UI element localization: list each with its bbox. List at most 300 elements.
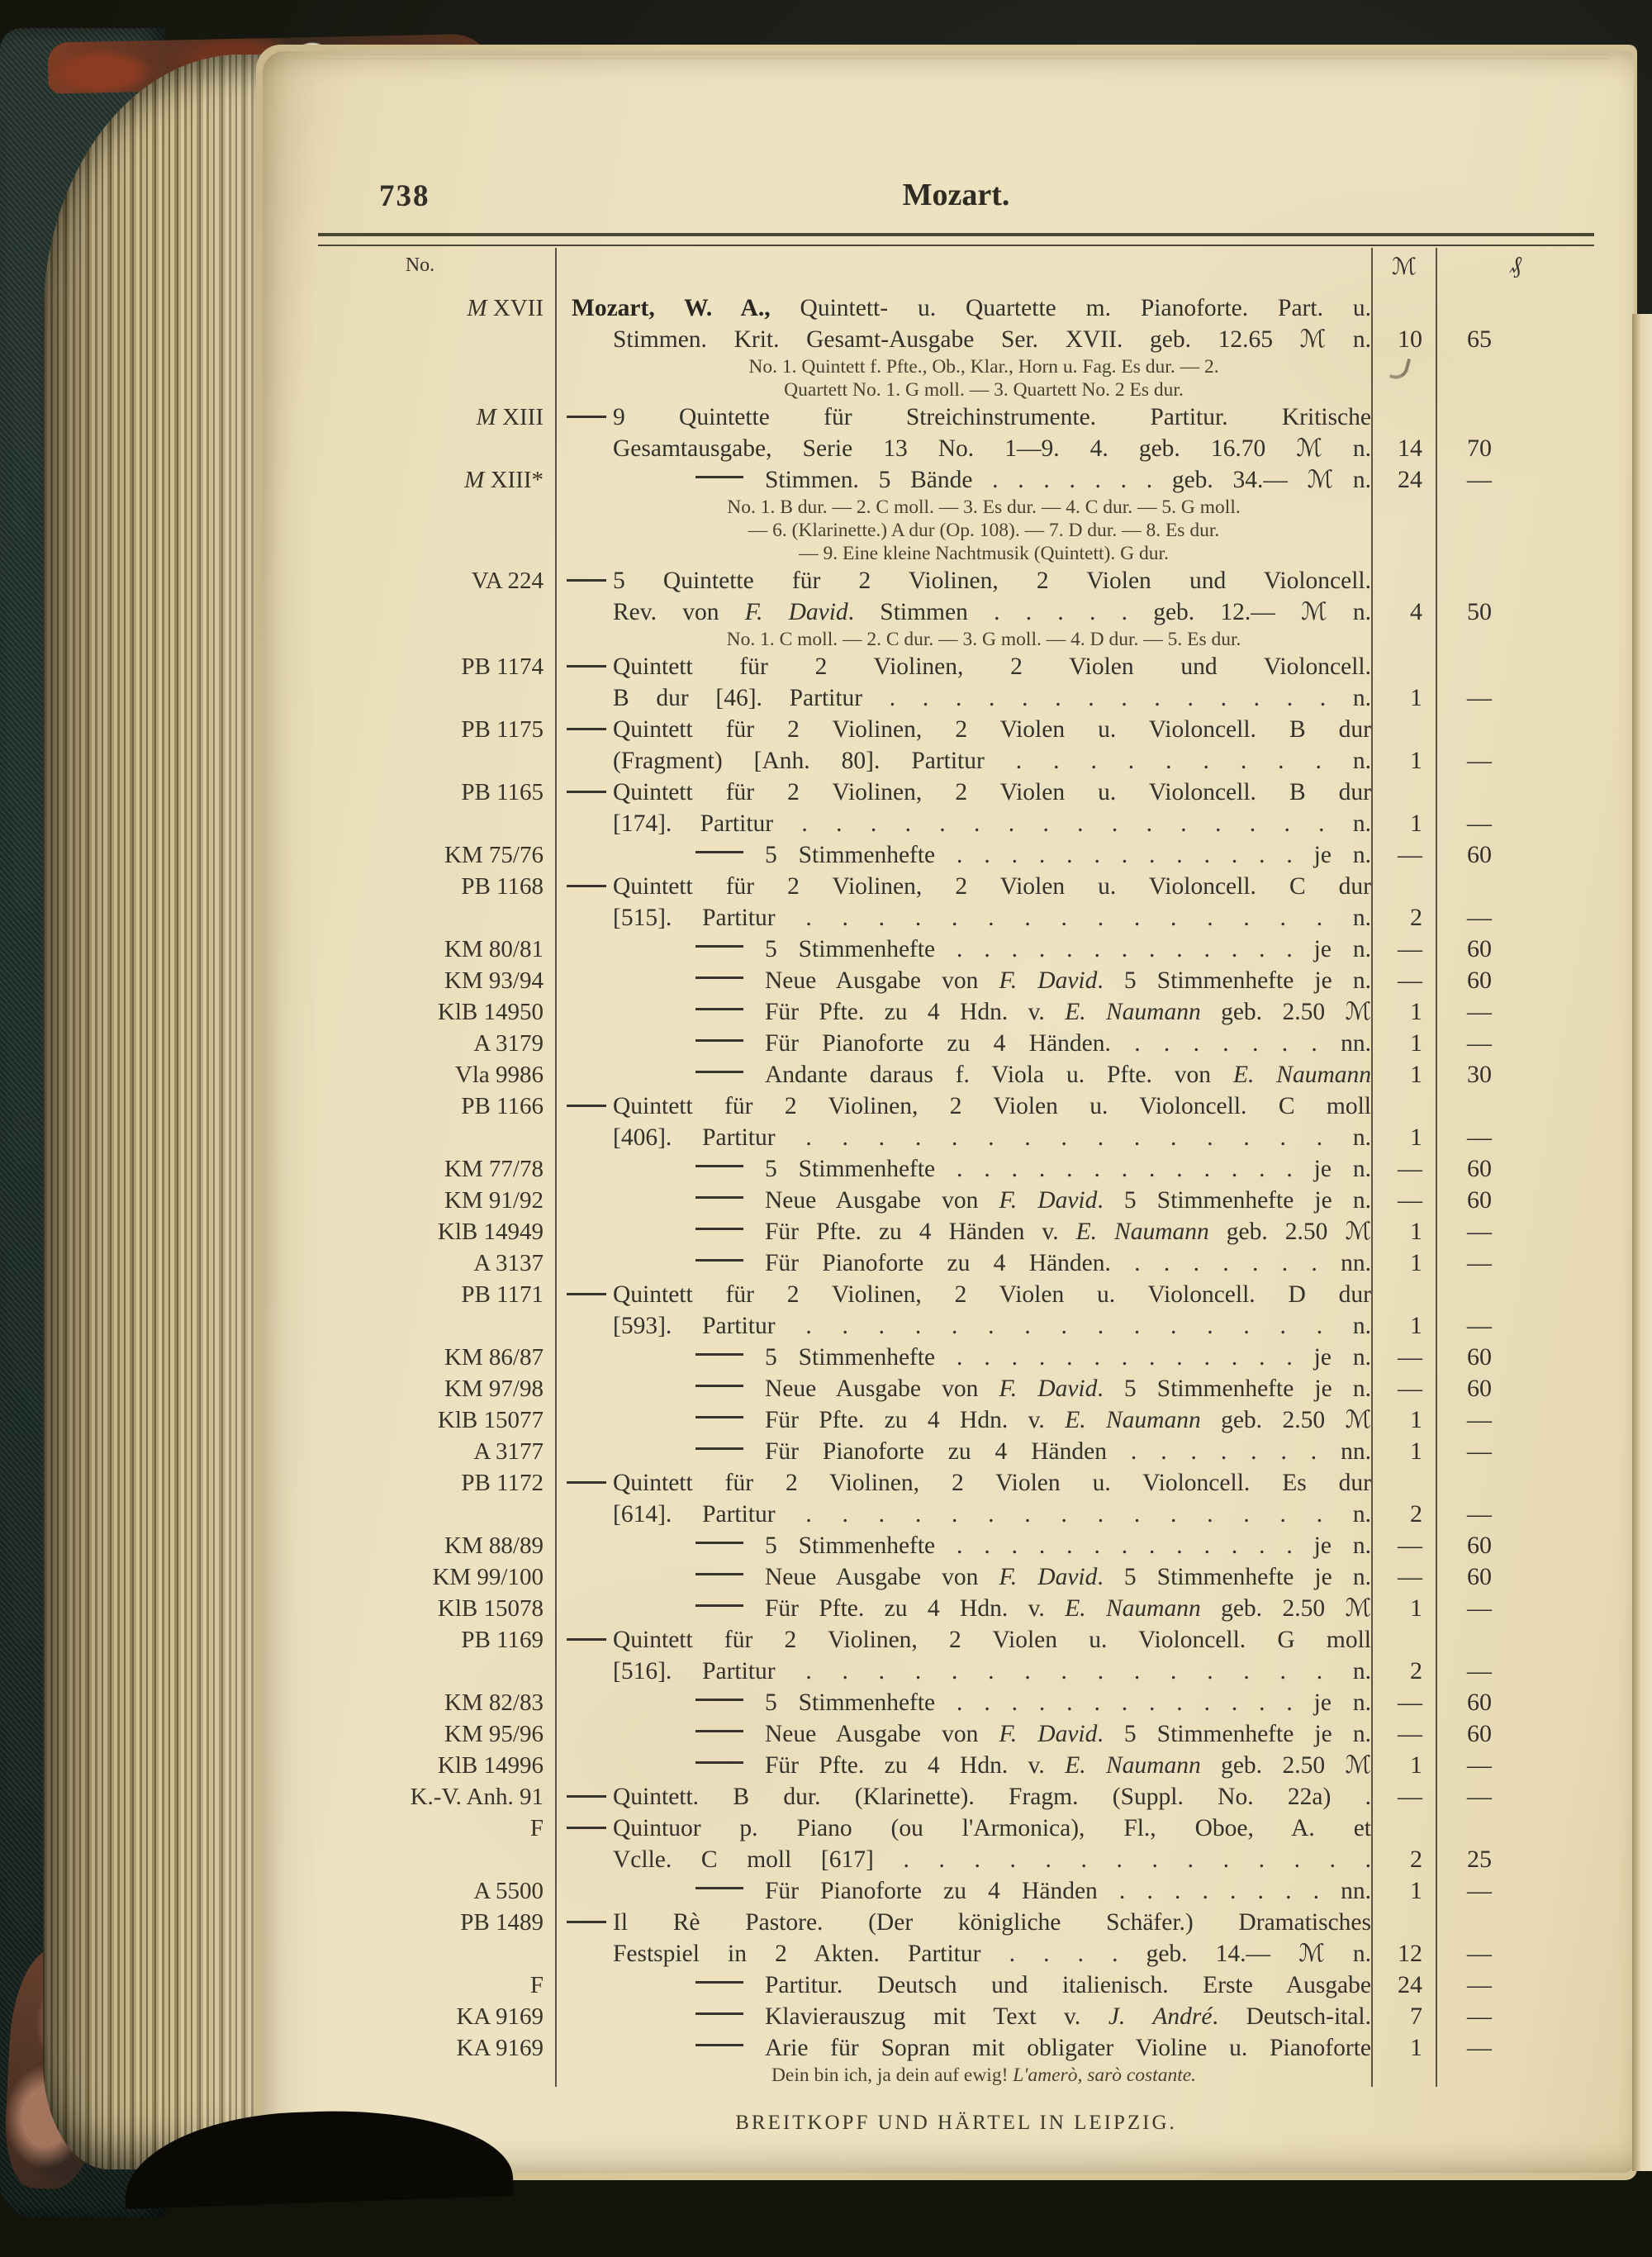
price-pfennig <box>1436 1185 1594 1216</box>
price-value: — <box>1467 904 1492 931</box>
price-mark <box>1371 1404 1436 1436</box>
entry-line: 5 Stimmenhefte . . . . . . . . . . . . . je n. <box>613 1530 1371 1561</box>
price-mark <box>1371 1593 1436 1624</box>
entry-description <box>555 1561 1371 1593</box>
entry-line: Für Pianoforte zu 4 Händen. . . . . . . . nn. <box>613 1247 1371 1279</box>
price-mark <box>1371 1185 1436 1216</box>
entry-line: (Fragment) [Anh. 80]. Partitur . . . . . . . . . n. <box>613 748 1371 774</box>
ditto-mark <box>695 1228 743 1230</box>
row-number: KA 9169 <box>456 2035 544 2061</box>
price-pfennig <box>1436 1342 1594 1373</box>
entry-description <box>555 996 1371 1028</box>
row-number: M XIII* <box>464 467 544 493</box>
entry-line: Klavierauszug mit Text v. J. André. Deutsch-ital. <box>613 2001 1371 2032</box>
page-edges <box>43 55 269 2169</box>
entry-line: Stimmen. Krit. Gesamt-Ausgabe Ser. XVII. geb. 12.65 ℳ n. <box>613 326 1371 353</box>
price-value: 2 <box>1410 1500 1422 1528</box>
price-pfennig <box>1436 965 1594 996</box>
price-pfennig <box>1436 2032 1594 2087</box>
column-header-no: No. <box>405 254 435 276</box>
entry-description <box>555 871 1371 934</box>
entry-description <box>555 934 1371 965</box>
price-pfennig <box>1436 1436 1594 1467</box>
price-pfennig <box>1436 1781 1594 1813</box>
ditto-mark <box>695 1761 743 1764</box>
ditto-mark <box>695 1385 743 1387</box>
row-number: F <box>529 1815 544 1841</box>
entry-line: Quintuor p. Piano (ou l'Armonica), Fl., Oboe, A. et <box>613 1815 1371 1841</box>
entry-description <box>555 1718 1371 1750</box>
row-number: PB 1172 <box>461 1470 544 1496</box>
price-mark <box>1371 1059 1436 1090</box>
column-header-mark: ℳ <box>1371 248 1436 292</box>
price-mark <box>1371 1907 1436 1970</box>
price-value: 50 <box>1467 598 1492 625</box>
ditto-mark <box>695 1981 743 1984</box>
price-mark <box>1371 777 1436 839</box>
price-pfennig <box>1436 1090 1594 1153</box>
price-pfennig <box>1436 1813 1594 1875</box>
price-pfennig <box>1436 1467 1594 1530</box>
ditto-mark <box>695 476 743 478</box>
price-pfennig <box>1436 1624 1594 1687</box>
page-number: 738 <box>379 179 430 213</box>
price-value: 60 <box>1467 1186 1492 1214</box>
price-mark <box>1371 1718 1436 1750</box>
entry-line: Quintett für 2 Violinen, 2 Violen u. Violoncell. B dur <box>613 779 1371 805</box>
price-mark <box>1371 1279 1436 1342</box>
ditto-mark <box>695 1353 743 1356</box>
price-value: 1 <box>1410 1312 1422 1339</box>
entry-line: [516]. Partitur . . . . . . . . . . . . . . . n. <box>613 1658 1371 1684</box>
ditto-mark <box>695 1165 743 1167</box>
price-value: — <box>1398 1155 1422 1182</box>
entry-line: Rev. von F. David. Stimmen . . . . . geb. 12.— ℳ n. <box>613 599 1371 625</box>
price-mark <box>1371 402 1436 464</box>
ditto-mark <box>567 579 606 582</box>
price-value: — <box>1467 1124 1492 1151</box>
price-pfennig <box>1436 651 1594 714</box>
price-value: 1 <box>1410 1406 1422 1433</box>
entry-description <box>555 2032 1371 2087</box>
ditto-mark <box>695 1573 743 1575</box>
price-mark <box>1371 651 1436 714</box>
price-pfennig <box>1436 714 1594 777</box>
price-value: — <box>1467 1437 1492 1465</box>
price-value: 60 <box>1467 841 1492 868</box>
entry-line: Für Pfte. zu 4 Händen v. E. Naumann geb. 2.50 ℳ <box>613 1216 1371 1247</box>
entry-line: Vclle. C moll [617] . . . . . . . . . . . . . . <box>613 1846 1371 1873</box>
price-value: — <box>1467 1500 1492 1528</box>
entry-line: 5 Stimmenhefte . . . . . . . . . . . . . je n. <box>613 934 1371 965</box>
row-number: F <box>529 1972 544 1998</box>
book-page <box>263 51 1634 2173</box>
price-value: — <box>1467 466 1492 493</box>
price-pfennig <box>1436 1970 1594 2001</box>
row-number: KA 9169 <box>456 2003 544 2030</box>
entry-line: Neue Ausgabe von F. David. 5 Stimmenhefte je n. <box>613 1561 1371 1593</box>
price-value: — <box>1467 1751 1492 1779</box>
price-mark <box>1371 1467 1436 1530</box>
entry-description <box>555 1059 1371 1090</box>
price-value: — <box>1467 1249 1492 1276</box>
row-number: KlB 15077 <box>437 1407 544 1433</box>
price-mark <box>1371 1813 1436 1875</box>
row-number: KlB 14949 <box>437 1219 544 1245</box>
entry-line: [174]. Partitur . . . . . . . . . . . . . . . . n. <box>613 810 1371 837</box>
price-mark <box>1371 292 1436 402</box>
price-value: — <box>1467 2034 1492 2061</box>
price-mark <box>1371 714 1436 777</box>
price-pfennig <box>1436 1561 1594 1593</box>
price-pfennig <box>1436 1718 1594 1750</box>
entry-line: 5 Stimmenhefte . . . . . . . . . . . . . je n. <box>613 1153 1371 1185</box>
entry-line: 9 Quintette für Streichinstrumente. Partitur. Kritische <box>613 404 1371 430</box>
entry-line: Quintett für 2 Violinen, 2 Violen u. Violoncell. B dur <box>613 716 1371 743</box>
ditto-mark <box>567 1795 606 1798</box>
entry-line: Für Pianoforte zu 4 Händen. . . . . . . . nn. <box>613 1028 1371 1059</box>
row-number: A 5500 <box>473 1878 544 1904</box>
price-mark <box>1371 1153 1436 1185</box>
ditto-mark <box>695 1887 743 1889</box>
entry-description <box>555 1404 1371 1436</box>
price-value: 60 <box>1467 1375 1492 1402</box>
price-mark <box>1371 1530 1436 1561</box>
entry-line: Für Pfte. zu 4 Hdn. v. E. Naumann geb. 2.50 ℳ <box>613 1593 1371 1624</box>
entry-line: Neue Ausgabe von F. David. 5 Stimmenhefte je n. <box>613 1373 1371 1404</box>
price-mark <box>1371 1750 1436 1781</box>
price-pfennig <box>1436 402 1594 464</box>
price-value: 24 <box>1398 1971 1422 1998</box>
row-number: PB 1171 <box>461 1281 544 1308</box>
price-mark <box>1371 1090 1436 1153</box>
price-pfennig <box>1436 565 1594 651</box>
price-value: — <box>1398 1563 1422 1590</box>
price-value: — <box>1398 1720 1422 1747</box>
entry-line: Gesamtausgabe, Serie 13 No. 1—9. 4. geb. 16.70 ℳ n. <box>613 435 1371 462</box>
row-number: VA 224 <box>471 568 544 594</box>
price-value: 1 <box>1410 998 1422 1025</box>
entry-description <box>555 1687 1371 1718</box>
ditto-mark <box>695 2012 743 2015</box>
price-pfennig <box>1436 1530 1594 1561</box>
entry-line: Quintett für 2 Violinen, 2 Violen u. Violoncell. Es dur <box>613 1470 1371 1496</box>
price-value: 1 <box>1410 1061 1422 1088</box>
price-pfennig <box>1436 1247 1594 1279</box>
price-mark <box>1371 1216 1436 1247</box>
row-number: A 3179 <box>473 1030 544 1057</box>
price-value: — <box>1398 1343 1422 1371</box>
entry-description <box>555 1216 1371 1247</box>
ditto-mark <box>695 1071 743 1073</box>
entry-line: Quintett für 2 Violinen, 2 Violen u. Violoncell. G moll <box>613 1627 1371 1653</box>
entry-line: [406]. Partitur . . . . . . . . . . . . . . . n. <box>613 1124 1371 1151</box>
entry-description <box>555 1436 1371 1467</box>
row-number: PB 1165 <box>461 779 544 805</box>
row-number: KM 80/81 <box>444 936 544 962</box>
price-mark <box>1371 1875 1436 1907</box>
price-mark <box>1371 871 1436 934</box>
price-mark <box>1371 1781 1436 1813</box>
ditto-mark <box>695 976 743 979</box>
price-mark <box>1371 1561 1436 1593</box>
price-pfennig <box>1436 1875 1594 1907</box>
ditto-mark <box>567 728 606 730</box>
row-number: A 3177 <box>473 1438 544 1465</box>
price-value: 1 <box>1410 1751 1422 1779</box>
ditto-mark <box>567 885 606 887</box>
price-value: 1 <box>1410 810 1422 837</box>
price-mark <box>1371 1970 1436 2001</box>
entry-line: Festspiel in 2 Akten. Partitur . . . . geb. 14.— ℳ n. <box>613 1941 1371 1967</box>
column-header-pfennig: ₰ <box>1436 248 1594 292</box>
price-value: — <box>1467 1783 1492 1810</box>
price-mark <box>1371 996 1436 1028</box>
price-mark <box>1371 2001 1436 2032</box>
ditto-mark <box>567 1921 606 1923</box>
ditto-mark <box>695 1416 743 1418</box>
row-number: PB 1166 <box>461 1093 544 1119</box>
entry-description <box>555 1279 1371 1342</box>
price-value: — <box>1467 1218 1492 1245</box>
price-mark <box>1371 1373 1436 1404</box>
row-number: PB 1169 <box>461 1627 544 1653</box>
price-value: 1 <box>1410 1437 1422 1465</box>
price-value: 60 <box>1467 1720 1492 1747</box>
price-value: — <box>1467 1312 1492 1339</box>
price-value: 70 <box>1467 435 1492 462</box>
ditto-mark <box>695 851 743 853</box>
price-value: — <box>1467 747 1492 774</box>
price-pfennig <box>1436 464 1594 565</box>
price-value: — <box>1398 841 1422 868</box>
entry-description <box>555 1467 1371 1530</box>
entry-line: Quintett für 2 Violinen, 2 Violen u. Violoncell. D dur <box>613 1281 1371 1308</box>
price-value: 65 <box>1467 325 1492 353</box>
page-title: Mozart. <box>902 178 1010 212</box>
price-pfennig <box>1436 2001 1594 2032</box>
price-value: — <box>1398 967 1422 994</box>
entry-description <box>555 1373 1371 1404</box>
entry-line: Für Pfte. zu 4 Hdn. v. E. Naumann geb. 2.50 ℳ <box>613 1750 1371 1781</box>
entry-description <box>555 1028 1371 1059</box>
row-number: KM 86/87 <box>444 1344 544 1371</box>
entry-description <box>555 777 1371 839</box>
entry-line: Partitur. Deutsch und italienisch. Erste Ausgabe <box>613 1970 1371 2001</box>
entry-description <box>555 292 1371 402</box>
price-value: 1 <box>1410 2034 1422 2061</box>
entry-description <box>555 1090 1371 1153</box>
row-number: KM 91/92 <box>444 1187 544 1214</box>
price-pfennig <box>1436 1750 1594 1781</box>
price-value: 25 <box>1467 1846 1492 1873</box>
price-pfennig <box>1436 1028 1594 1059</box>
ditto-mark <box>567 1827 606 1829</box>
entry-note: — 6. (Klarinette.) A dur (Op. 108). — 7. D dur. — 8. Es dur. <box>748 520 1220 541</box>
price-value: — <box>1467 684 1492 711</box>
entry-description <box>555 565 1371 651</box>
price-value: 60 <box>1467 967 1492 994</box>
ditto-mark <box>567 1638 606 1641</box>
entry-description <box>555 1185 1371 1216</box>
price-value: 1 <box>1410 747 1422 774</box>
price-mark <box>1371 1247 1436 1279</box>
price-mark <box>1371 1028 1436 1059</box>
row-number: Vla 9986 <box>454 1062 544 1088</box>
price-value: 60 <box>1467 935 1492 962</box>
ditto-mark <box>695 1604 743 1607</box>
page-edge-right <box>1632 314 1652 2171</box>
price-value: 1 <box>1410 1124 1422 1151</box>
price-value: — <box>1467 1971 1492 1998</box>
entry-line: Quintett für 2 Violinen, 2 Violen u. Violoncell. C moll <box>613 1093 1371 1119</box>
row-number: KM 75/76 <box>444 842 544 868</box>
page-content <box>318 172 1594 2135</box>
entry-line: [515]. Partitur . . . . . . . . . . . . . . . n. <box>613 905 1371 931</box>
price-value: — <box>1398 1186 1422 1214</box>
entry-line: Quintett für 2 Violinen, 2 Violen und Violoncell. <box>613 653 1371 680</box>
entry-note: No. 1. C moll. — 2. C dur. — 3. G moll. — 4. D dur. — 5. Es dur. <box>726 629 1241 650</box>
row-number: KM 93/94 <box>444 967 544 994</box>
row-number: M XIII <box>476 404 544 430</box>
price-value: 12 <box>1398 1940 1422 1967</box>
price-value: 2 <box>1410 904 1422 931</box>
entry-line: Mozart, W. A., Quintett- u. Quartette m. Pianoforte. Part. u. <box>572 295 1371 321</box>
entry-description <box>555 1750 1371 1781</box>
price-pfennig <box>1436 1153 1594 1185</box>
row-number: PB 1168 <box>461 873 544 900</box>
row-number: K.-V. Anh. 91 <box>410 1784 544 1810</box>
row-number: KM 88/89 <box>444 1532 544 1559</box>
publisher-footer: BREITKOPF UND HÄRTEL IN LEIPZIG. <box>735 2112 1177 2134</box>
entry-description <box>555 464 1371 565</box>
ditto-mark <box>695 1039 743 1042</box>
ditto-mark <box>695 1699 743 1701</box>
entry-description <box>555 1624 1371 1687</box>
ditto-mark <box>695 945 743 948</box>
price-pfennig <box>1436 1373 1594 1404</box>
entry-line: Neue Ausgabe von F. David. 5 Stimmenhefte je n. <box>613 1718 1371 1750</box>
price-value: 4 <box>1410 598 1422 625</box>
price-value: — <box>1398 1375 1422 1402</box>
price-pfennig <box>1436 777 1594 839</box>
price-value: 1 <box>1410 1594 1422 1622</box>
price-value: 2 <box>1410 1657 1422 1684</box>
price-value: — <box>1467 1940 1492 1967</box>
entry-description <box>555 1781 1371 1813</box>
row-number: PB 1174 <box>461 653 544 680</box>
ditto-mark <box>695 1730 743 1732</box>
price-value: — <box>1398 935 1422 962</box>
price-value: — <box>1398 1689 1422 1716</box>
price-pfennig <box>1436 1907 1594 1970</box>
ditto-mark <box>567 791 606 793</box>
entry-note: No. 1. B dur. — 2. C moll. — 3. Es dur. — 4. C dur. — 5. G moll. <box>727 497 1241 518</box>
entry-description <box>555 1813 1371 1875</box>
price-mark <box>1371 1687 1436 1718</box>
price-value: — <box>1467 998 1492 1025</box>
entry-line: 5 Quintette für 2 Violinen, 2 Violen und Violoncell. <box>613 568 1371 594</box>
price-value: 1 <box>1410 684 1422 711</box>
price-value: — <box>1398 1783 1422 1810</box>
entry-line: Andante daraus f. Viola u. Pfte. von E. Naumann <box>613 1059 1371 1090</box>
entry-line: 5 Stimmenhefte . . . . . . . . . . . . . je n. <box>613 839 1371 871</box>
entry-line: B dur [46]. Partitur . . . . . . . . . . . . . . n. <box>613 685 1371 711</box>
entry-line: Neue Ausgabe von F. David. 5 Stimmenhefte je n. <box>613 965 1371 996</box>
price-pfennig <box>1436 839 1594 871</box>
price-value: 14 <box>1398 435 1422 462</box>
price-value: — <box>1467 810 1492 837</box>
price-value: — <box>1467 1406 1492 1433</box>
price-pfennig <box>1436 1216 1594 1247</box>
price-mark <box>1371 2032 1436 2087</box>
price-value: — <box>1467 1877 1492 1904</box>
price-mark <box>1371 965 1436 996</box>
price-value: — <box>1398 1532 1422 1559</box>
page-head <box>318 172 1594 233</box>
price-pfennig <box>1436 1404 1594 1436</box>
entry-description <box>555 1247 1371 1279</box>
price-mark <box>1371 934 1436 965</box>
entry-line: Stimmen. 5 Bände . . . . . . . geb. 34.— ℳ n. <box>613 464 1371 496</box>
entry-description <box>555 1907 1371 1970</box>
row-number: PB 1175 <box>461 716 544 743</box>
entry-line: Für Pfte. zu 4 Hdn. v. E. Naumann geb. 2.50 ℳ <box>613 996 1371 1028</box>
entry-note: Dein bin ich, ja dein auf ewig! L'amerò, sarò costante. <box>771 2065 1197 2086</box>
price-value: — <box>1467 1657 1492 1684</box>
price-value: 10 <box>1398 325 1422 353</box>
price-value: 1 <box>1410 1249 1422 1276</box>
entry-note: Quartett No. 1. G moll. — 3. Quartett No. 2 Es dur. <box>784 379 1184 401</box>
price-pfennig <box>1436 1687 1594 1718</box>
entry-description <box>555 1342 1371 1373</box>
row-number: KlB 14950 <box>437 999 544 1025</box>
entry-line: 5 Stimmenhefte . . . . . . . . . . . . . je n. <box>613 1687 1371 1718</box>
entry-line: Quintett für 2 Violinen, 2 Violen u. Violoncell. C dur <box>613 873 1371 900</box>
ditto-mark <box>567 1481 606 1484</box>
row-number: PB 1489 <box>460 1909 544 1936</box>
ditto-mark <box>695 1447 743 1450</box>
price-mark <box>1371 464 1436 565</box>
price-value: — <box>1467 2003 1492 2030</box>
ditto-mark <box>567 1293 606 1295</box>
price-value: — <box>1467 1594 1492 1622</box>
entry-line: Für Pfte. zu 4 Hdn. v. E. Naumann geb. 2.50 ℳ <box>613 1404 1371 1436</box>
price-value: 60 <box>1467 1343 1492 1371</box>
entry-note: — 9. Eine kleine Nachtmusik (Quintett). G dur. <box>799 543 1169 564</box>
entry-line: Neue Ausgabe von F. David. 5 Stimmenhefte je n. <box>613 1185 1371 1216</box>
price-value: 2 <box>1410 1846 1422 1873</box>
price-value: 30 <box>1467 1061 1492 1088</box>
price-value: — <box>1467 1029 1492 1057</box>
entry-description <box>555 714 1371 777</box>
entry-description <box>555 1153 1371 1185</box>
row-number: M XVII <box>467 295 544 321</box>
price-mark <box>1371 565 1436 651</box>
price-pfennig <box>1436 1059 1594 1090</box>
price-value: 60 <box>1467 1155 1492 1182</box>
price-mark <box>1371 839 1436 871</box>
entry-note: No. 1. Quintett f. Pfte., Ob., Klar., Horn u. Fag. Es dur. — 2. <box>748 356 1219 378</box>
ditto-mark <box>567 665 606 668</box>
row-number: KM 77/78 <box>444 1156 544 1182</box>
price-pfennig <box>1436 1593 1594 1624</box>
header-rule <box>318 233 1594 246</box>
price-pfennig <box>1436 292 1594 402</box>
entry-description <box>555 965 1371 996</box>
row-number: KM 99/100 <box>432 1564 544 1590</box>
ditto-mark <box>567 416 606 418</box>
